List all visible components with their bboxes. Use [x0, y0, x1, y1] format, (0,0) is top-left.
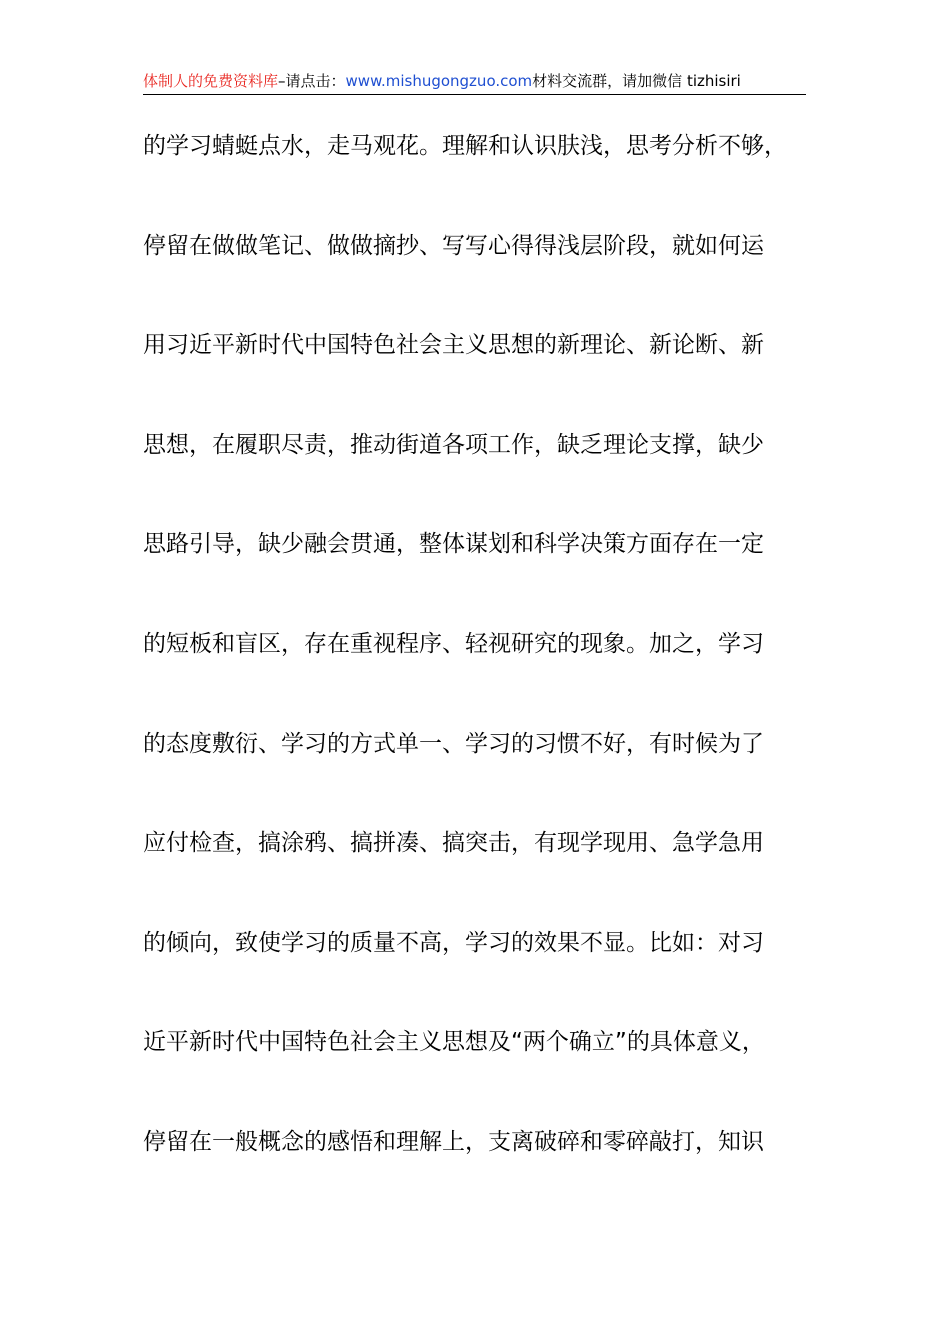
body-line: 用习近平新时代中国特色社会主义思想的新理论、新论断、新 — [143, 332, 764, 359]
body-line: 思想，在履职尽责，推动街道各项工作，缺乏理论支撑，缺少 — [143, 431, 764, 458]
body-line: 思路引导，缺少融会贯通，整体谋划和科学决策方面存在一定 — [143, 531, 764, 558]
body-line: 应付检查，搞涂鸦、搞拼凑、搞突击，有现学现用、急学急用 — [143, 830, 764, 857]
body-line: 的态度敷衍、学习的方式单一、学习的习惯不好，有时候为了 — [143, 730, 764, 757]
body-line: 停留在做做笔记、做做摘抄、写写心得得浅层阶段，就如何运 — [143, 232, 764, 259]
header-prompt: –请点击： — [278, 72, 346, 90]
header-website-link[interactable]: www.mishugongzuo.com — [345, 72, 533, 90]
body-line: 的学习蜻蜓点水，走马观花。理解和认识肤浅，思考分析不够， — [143, 133, 787, 159]
body-line: 的短板和盲区，存在重视程序、轻视研究的现象。加之，学习 — [143, 630, 764, 657]
page-header — [143, 70, 806, 95]
header-contact-note: 材料交流群，请加微信 tizhisiri — [532, 72, 741, 90]
body-line: 的倾向，致使学习的质量不高，学习的效果不显。比如：对习 — [143, 929, 764, 956]
body-line: 停留在一般概念的感悟和理解上，支离破碎和零碎敲打，知识 — [143, 1128, 764, 1155]
document-body — [143, 122, 823, 1218]
body-line: 近平新时代中国特色社会主义思想及“两个确立”的具体意义， — [143, 1029, 765, 1056]
header-brand: 体制人的免费资料库 — [143, 72, 279, 90]
